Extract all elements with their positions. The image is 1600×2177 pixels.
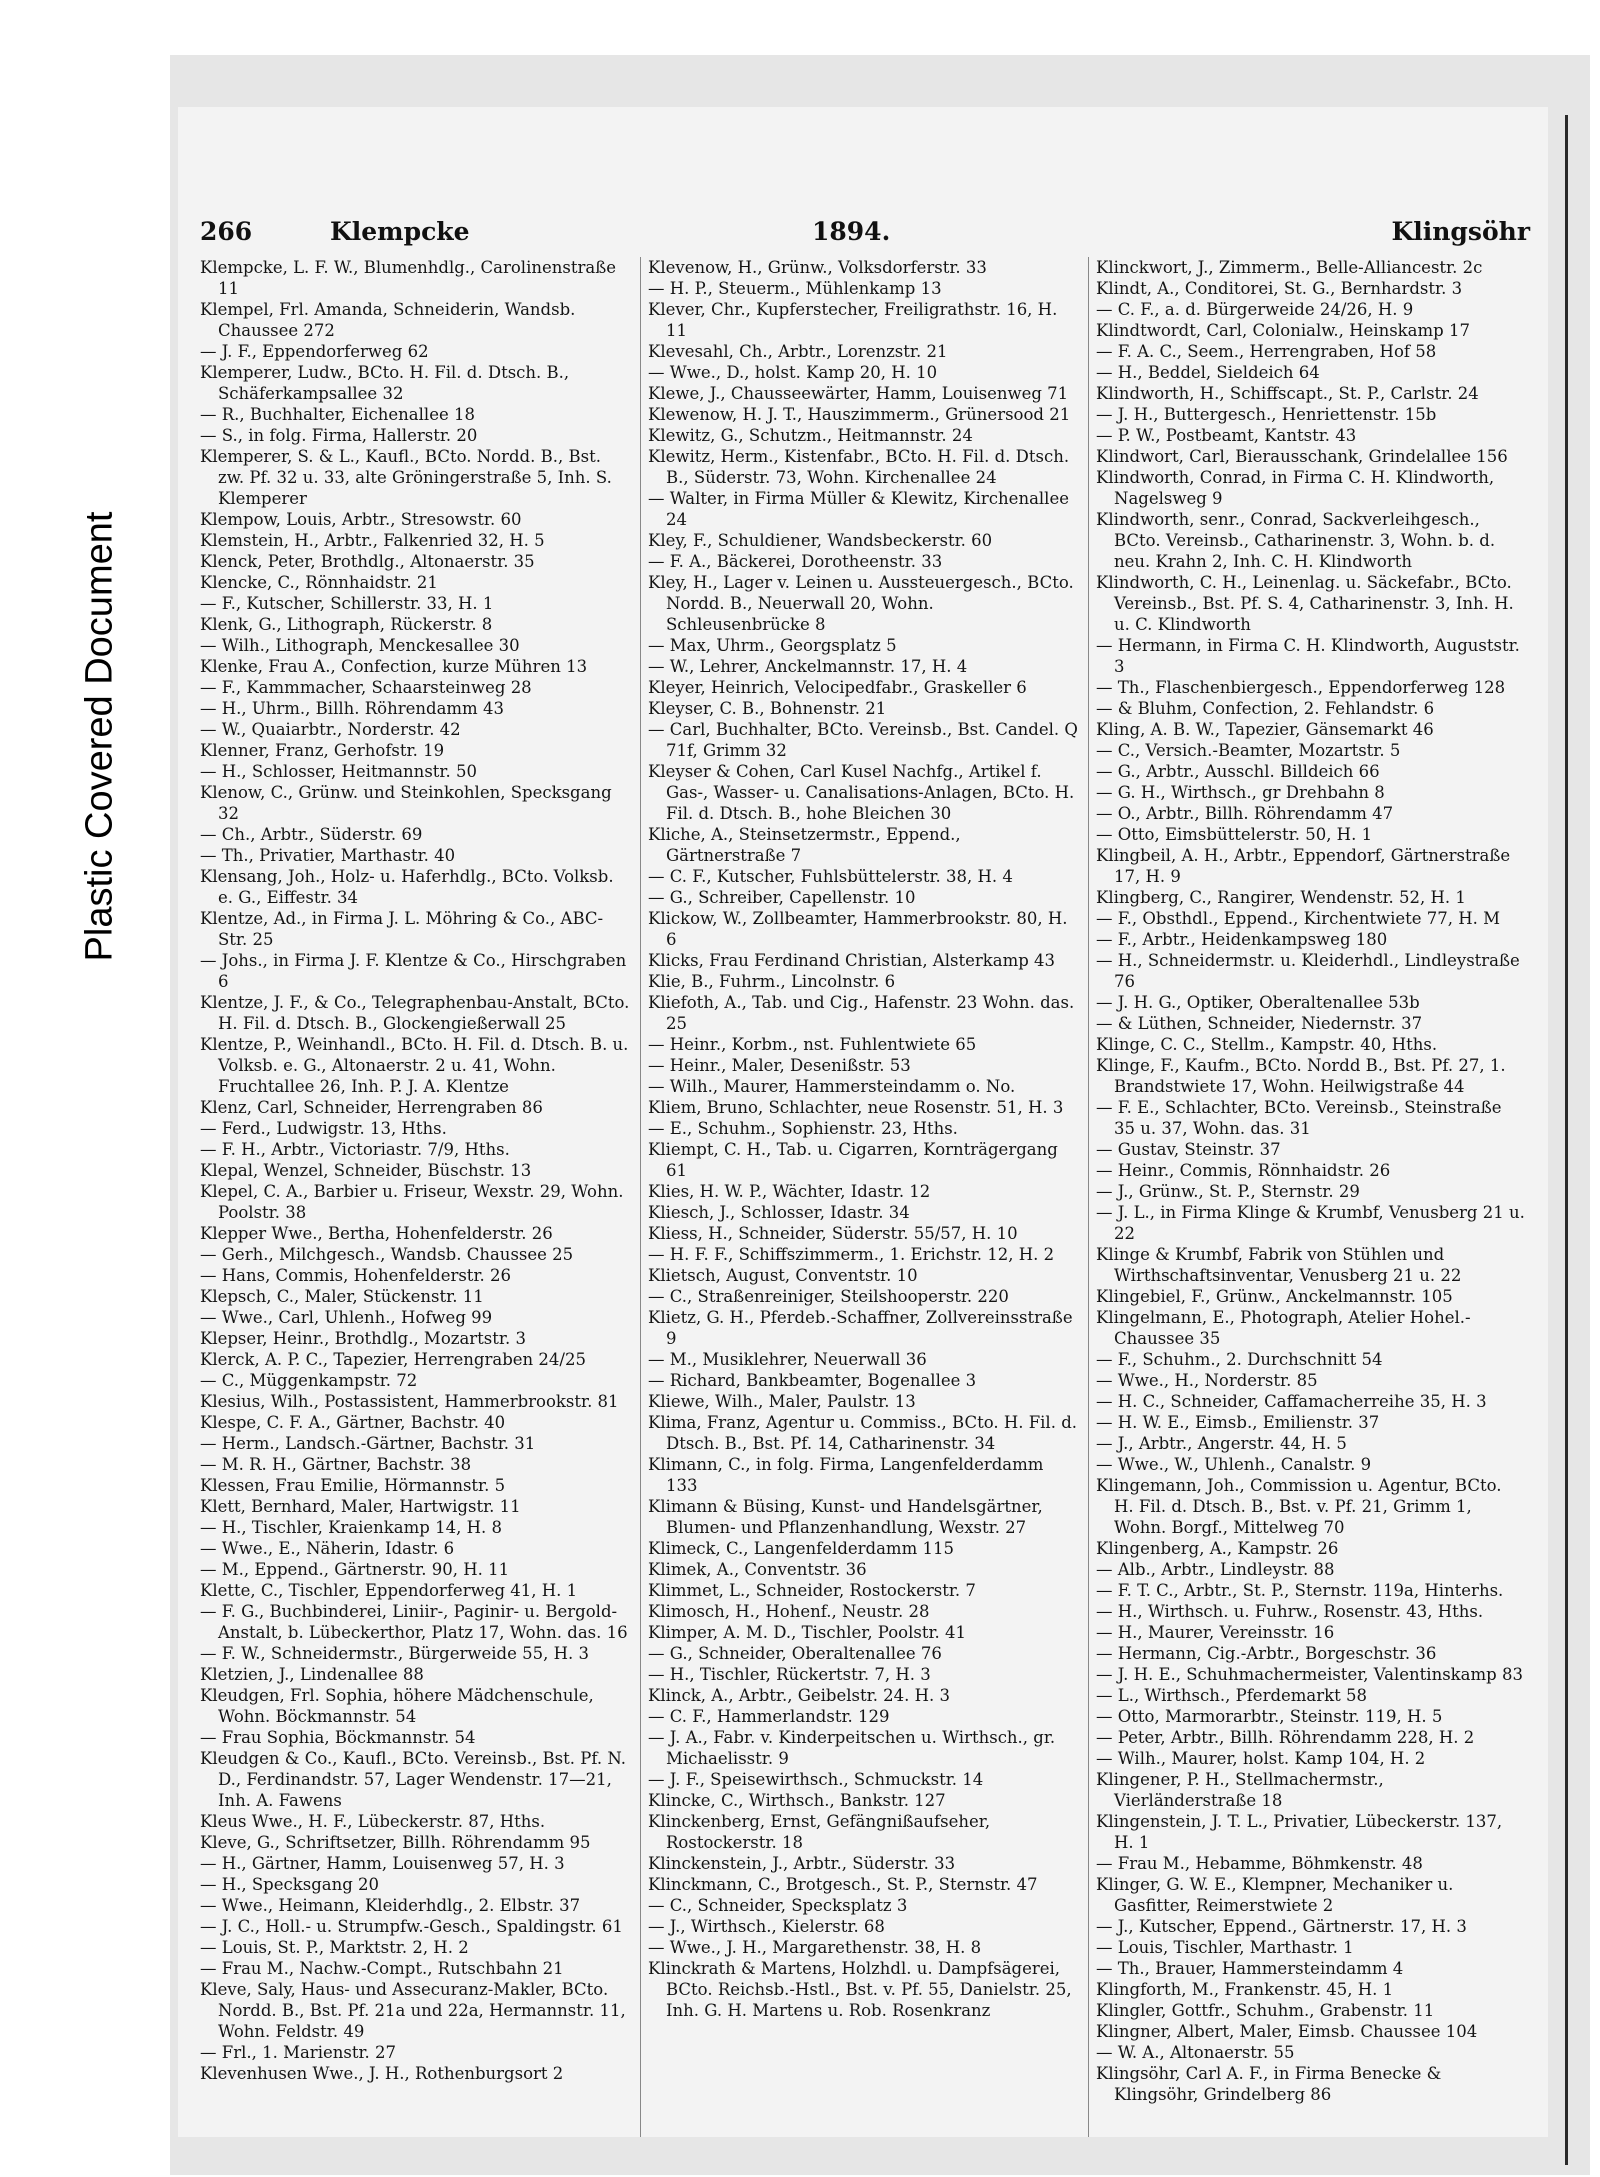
directory-entry: — G., Arbtr., Ausschl. Billdeich 66 — [1096, 762, 1380, 781]
directory-entry: — C. F., a. d. Bürgerweide 24/26, H. 9 — [1096, 300, 1414, 319]
directory-entry: — Frl., 1. Marienstr. 27 — [200, 2043, 397, 2062]
directory-entry: Klepel, C. A., Barbier u. Friseur, Wexstr. 29, Wohn. Poolstr. 38 — [200, 1182, 624, 1222]
directory-entry: — S., in folg. Firma, Hallerstr. 20 — [200, 426, 478, 445]
directory-entry: Klindtwordt, Carl, Colonialw., Heinskamp 17 — [1096, 321, 1470, 340]
directory-entry: Klesius, Wilh., Postassistent, Hammerbrookstr. 81 — [200, 1392, 619, 1411]
directory-entry: Klinckwort, J., Zimmerm., Belle-Alliancestr. 2c — [1096, 258, 1483, 277]
directory-entry: Kliche, A., Steinsetzermstr., Eppend., Gärtnerstraße 7 — [648, 825, 961, 865]
directory-entry: Klinger, G. W. E., Klempner, Mechaniker u. Gasfitter, Reimerstwiete 2 — [1096, 1875, 1454, 1915]
directory-entry: — H., Schneidermstr. u. Kleiderhdl., Lindleystraße 76 — [1096, 951, 1520, 991]
directory-entry: — Frau M., Hebamme, Böhmkenstr. 48 — [1096, 1854, 1423, 1873]
directory-entry: Klespe, C. F. A., Gärtner, Bachstr. 40 — [200, 1413, 506, 1432]
directory-entry: Klenck, Peter, Brothdlg., Altonaerstr. 35 — [200, 552, 535, 571]
directory-entry: — J. F., Speisewirthsch., Schmuckstr. 14 — [648, 1770, 984, 1789]
directory-entry: — F., Schuhm., 2. Durchschnitt 54 — [1096, 1350, 1383, 1369]
directory-entry: — Carl, Buchhalter, BCto. Vereinsb., Bst. Candel. Q 71f, Grimm 32 — [648, 720, 1078, 760]
directory-entry: Klencke, C., Rönnhaidstr. 21 — [200, 573, 438, 592]
directory-entry: Klette, C., Tischler, Eppendorferweg 41, H. 1 — [200, 1581, 578, 1600]
directory-entry: — J. H. E., Schuhmachermeister, Valentinskamp 83 — [1096, 1665, 1523, 1684]
directory-entry: — Ch., Arbtr., Süderstr. 69 — [200, 825, 423, 844]
directory-entry: Klempcke, L. F. W., Blumenhdlg., Carolinenstraße 11 — [200, 258, 616, 298]
directory-entry: Klindworth, C. H., Leinenlag. u. Säckefabr., BCto. Vereinsb., Bst. Pf. S. 4, Catharinenstr. 3, Inh. H. u. C. Klindworth — [1096, 573, 1514, 634]
directory-entry: — C., Schneider, Specksplatz 3 — [648, 1896, 908, 1915]
directory-entry: — & Bluhm, Confection, 2. Fehlandstr. 6 — [1096, 699, 1435, 718]
directory-entry: — Frau M., Nachw.-Compt., Rutschbahn 21 — [200, 1959, 564, 1978]
directory-entry: — J. C., Holl.- u. Strumpfw.-Gesch., Spaldingstr. 61 — [200, 1917, 623, 1936]
directory-entry: — H. W. E., Eimsb., Emilienstr. 37 — [1096, 1413, 1380, 1432]
directory-entry: Klindworth, senr., Conrad, Sackverleihgesch., BCto. Vereinsb., Catharinenstr. 3, Wohn. b. d. neu. Krahn 2, Inh. C. H. Klindworth — [1096, 510, 1496, 571]
directory-entry: — Frau Sophia, Böckmannstr. 54 — [200, 1728, 476, 1747]
directory-entry: — R., Buchhalter, Eichenallee 18 — [200, 405, 475, 424]
directory-entry: — H., Beddel, Sieldeich 64 — [1096, 363, 1320, 382]
directory-entry: — F. A., Bäckerei, Dorotheenstr. 33 — [648, 552, 943, 571]
column-divider — [1088, 257, 1089, 2137]
directory-entry: — Th., Flaschenbiergesch., Eppendorferweg 128 — [1096, 678, 1506, 697]
directory-entry: Kleudgen, Frl. Sophia, höhere Mädchenschule, Wohn. Böckmannstr. 54 — [200, 1686, 594, 1726]
directory-entry: — Heinr., Commis, Rönnhaidstr. 26 — [1096, 1161, 1391, 1180]
directory-entry: — F. H., Arbtr., Victoriastr. 7/9, Hths. — [200, 1140, 510, 1159]
directory-entry: — Walter, in Firma Müller & Klewitz, Kirchenallee 24 — [648, 489, 1069, 529]
directory-entry: Klinge, F., Kaufm., BCto. Nordd B., Bst. Pf. 27, 1. Brandstwiete 17, Wohn. Heilwigstraße 44 — [1096, 1056, 1506, 1096]
left-running-head: Klempcke — [330, 217, 470, 246]
directory-entry: — Gustav, Steinstr. 37 — [1096, 1140, 1281, 1159]
directory-entry: — O., Arbtr., Billh. Röhrendamm 47 — [1096, 804, 1394, 823]
directory-entry: — F., Obsthdl., Eppend., Kirchentwiete 77, H. M — [1096, 909, 1501, 928]
directory-entry: Klimann, C., in folg. Firma, Langenfelderdamm 133 — [648, 1455, 1044, 1495]
directory-entry: — Gerh., Milchgesch., Wandsb. Chaussee 25 — [200, 1245, 574, 1264]
directory-entry: Klenner, Franz, Gerhofstr. 19 — [200, 741, 445, 760]
plastic-covered-label: Plastic Covered Document — [78, 511, 121, 962]
column-divider — [640, 257, 641, 2137]
column-2 — [648, 257, 1078, 2137]
directory-entry: Klimosch, H., Hohenf., Neustr. 28 — [648, 1602, 930, 1621]
directory-entry: — Otto, Marmorarbtr., Steinstr. 119, H. 5 — [1096, 1707, 1443, 1726]
directory-entry: — H., Tischler, Kraienkamp 14, H. 8 — [200, 1518, 502, 1537]
directory-entry: Klingbeil, A. H., Arbtr., Eppendorf, Gärtnerstraße 17, H. 9 — [1096, 846, 1511, 886]
directory-entry: Klindworth, Conrad, in Firma C. H. Klindworth, Nagelsweg 9 — [1096, 468, 1495, 508]
directory-entry: — F., Kutscher, Schillerstr. 33, H. 1 — [200, 594, 494, 613]
binding-edge — [1565, 115, 1568, 2165]
directory-entry: — Richard, Bankbeamter, Bogenallee 3 — [648, 1371, 977, 1390]
directory-entry: — G., Schneider, Oberaltenallee 76 — [648, 1644, 942, 1663]
directory-entry: Kley, F., Schuldiener, Wandsbeckerstr. 60 — [648, 531, 993, 550]
column-1 — [200, 257, 630, 2137]
directory-entry: Klicks, Frau Ferdinand Christian, Alsterkamp 43 — [648, 951, 1056, 970]
directory-entry: — J., Arbtr., Angerstr. 44, H. 5 — [1096, 1434, 1347, 1453]
directory-entry: — J. F., Eppendorferweg 62 — [200, 342, 429, 361]
directory-entry: — F., Kammmacher, Schaarsteinweg 28 — [200, 678, 532, 697]
directory-entry: Klima, Franz, Agentur u. Commiss., BCto. H. Fil. d. Dtsch. B., Bst. Pf. 14, Catharinenstr. 34 — [648, 1413, 1078, 1453]
directory-entry: Klemperer, S. & L., Kaufl., BCto. Nordd. B., Bst. zw. Pf. 32 u. 33, alte Gröningerstraße 5, Inh. S. Klemperer — [200, 447, 612, 508]
directory-entry: Kletzien, J., Lindenallee 88 — [200, 1665, 424, 1684]
directory-entry: Kliem, Bruno, Schlachter, neue Rosenstr. 51, H. 3 — [648, 1098, 1064, 1117]
directory-entry: — Wilh., Maurer, Hammersteindamm o. No. — [648, 1077, 1016, 1096]
directory-entry: — & Lüthen, Schneider, Niedernstr. 37 — [1096, 1014, 1423, 1033]
directory-entry: Klensang, Joh., Holz- u. Haferhdlg., BCto. Volksb. e. G., Eiffestr. 34 — [200, 867, 614, 907]
directory-entry: — Max, Uhrm., Georgsplatz 5 — [648, 636, 897, 655]
directory-entry: Kliess, H., Schneider, Süderstr. 55/57, H. 10 — [648, 1224, 1018, 1243]
directory-entry: — Th., Brauer, Hammersteindamm 4 — [1096, 1959, 1404, 1978]
right-running-head: Klingsöhr — [1391, 217, 1530, 246]
directory-entry: — Wilh., Lithograph, Menckesallee 30 — [200, 636, 520, 655]
directory-entry: — H. F. F., Schiffszimmerm., 1. Erichstr. 12, H. 2 — [648, 1245, 1055, 1264]
directory-entry: Klessen, Frau Emilie, Hörmannstr. 5 — [200, 1476, 506, 1495]
directory-entry: — Hans, Commis, Hohenfelderstr. 26 — [200, 1266, 512, 1285]
directory-entry: — Heinr., Korbm., nst. Fuhlentwiete 65 — [648, 1035, 977, 1054]
directory-entry: — Louis, Tischler, Marthastr. 1 — [1096, 1938, 1354, 1957]
directory-entry: — Wwe., W., Uhlenh., Canalstr. 9 — [1096, 1455, 1372, 1474]
directory-entry: Klepsch, C., Maler, Stückenstr. 11 — [200, 1287, 484, 1306]
directory-entry: Klempow, Louis, Arbtr., Stresowstr. 60 — [200, 510, 522, 529]
directory-entry: Klempel, Frl. Amanda, Schneiderin, Wandsb. Chaussee 272 — [200, 300, 576, 340]
directory-entry: Klinck, A., Arbtr., Geibelstr. 24. H. 3 — [648, 1686, 951, 1705]
directory-entry: Kleve, G., Schriftsetzer, Billh. Röhrendamm 95 — [200, 1833, 591, 1852]
directory-entry: — F. A. C., Seem., Herrengraben, Hof 58 — [1096, 342, 1437, 361]
directory-entry: Kleyser & Cohen, Carl Kusel Nachfg., Artikel f. Gas-, Wasser- u. Canalisations-Anlagen, BCto. H. Fil. d. Dtsch. B., hohe Bleichen 30 — [648, 762, 1075, 823]
directory-entry: — Wilh., Maurer, holst. Kamp 104, H. 2 — [1096, 1749, 1426, 1768]
directory-entry: Klickow, W., Zollbeamter, Hammerbrookstr. 80, H. 6 — [648, 909, 1068, 949]
directory-entry: Klies, H. W. P., Wächter, Idastr. 12 — [648, 1182, 931, 1201]
directory-entry: Klerck, A. P. C., Tapezier, Herrengraben 24/25 — [200, 1350, 586, 1369]
directory-entry: Klingemann, Joh., Commission u. Agentur, BCto. H. Fil. d. Dtsch. B., Bst. v. Pf. 21, Grimm 1, Wohn. Borgf., Mittelweg 70 — [1096, 1476, 1502, 1537]
directory-entry: — C. F., Kutscher, Fuhlsbüttelerstr. 38, H. 4 — [648, 867, 1013, 886]
directory-entry: Klingberg, C., Rangirer, Wendenstr. 52, H. 1 — [1096, 888, 1466, 907]
directory-entry: Klett, Bernhard, Maler, Hartwigstr. 11 — [200, 1497, 521, 1516]
directory-entry: — H., Tischler, Rückertstr. 7, H. 3 — [648, 1665, 931, 1684]
directory-entry: — Johs., in Firma J. F. Klentze & Co., Hirschgraben 6 — [200, 951, 627, 991]
page-header — [200, 217, 1530, 253]
directory-entry: — W., Lehrer, Anckelmannstr. 17, H. 4 — [648, 657, 968, 676]
directory-entry: — Th., Privatier, Marthastr. 40 — [200, 846, 456, 865]
directory-entry: — H., Uhrm., Billh. Röhrendamm 43 — [200, 699, 504, 718]
directory-entry: Klimeck, C., Langenfelderdamm 115 — [648, 1539, 954, 1558]
directory-entry: — J., Wirthsch., Kielerstr. 68 — [648, 1917, 885, 1936]
directory-entry: — J., Kutscher, Eppend., Gärtnerstr. 17, H. 3 — [1096, 1917, 1467, 1936]
directory-entry: Klewitz, G., Schutzm., Heitmannstr. 24 — [648, 426, 973, 445]
directory-entry: — Heinr., Maler, Desenißstr. 53 — [648, 1056, 911, 1075]
directory-entry: — H., Maurer, Vereinsstr. 16 — [1096, 1623, 1335, 1642]
directory-entry: — M. R. H., Gärtner, Bachstr. 38 — [200, 1455, 472, 1474]
directory-entry: — H., Gärtner, Hamm, Louisenweg 57, H. 3 — [200, 1854, 565, 1873]
directory-entry: Kleus Wwe., H. F., Lübeckerstr. 87, Hths. — [200, 1812, 546, 1831]
column-3 — [1096, 257, 1526, 2137]
directory-entry: Klingelmann, E., Photograph, Atelier Hohel.-Chaussee 35 — [1096, 1308, 1471, 1348]
directory-entry: Klingenberg, A., Kampstr. 26 — [1096, 1539, 1339, 1558]
directory-entry: Klevenow, H., Grünw., Volksdorferstr. 33 — [648, 258, 987, 277]
directory-entry: — J. L., in Firma Klinge & Krumbf, Venusberg 21 u. 22 — [1096, 1203, 1525, 1243]
directory-entry: — W., Quaiarbtr., Norderstr. 42 — [200, 720, 461, 739]
directory-entry: — C., Versich.-Beamter, Mozartstr. 5 — [1096, 741, 1401, 760]
directory-entry: Klingler, Gottfr., Schuhm., Grabenstr. 11 — [1096, 2001, 1435, 2020]
directory-entry: — H. P., Steuerm., Mühlenkamp 13 — [648, 279, 942, 298]
directory-entry: — J. H., Buttergesch., Henriettenstr. 15b — [1096, 405, 1437, 424]
directory-entry: Klindt, A., Conditorei, St. G., Bernhardstr. 3 — [1096, 279, 1463, 298]
directory-entry: — J., Grünw., St. P., Sternstr. 29 — [1096, 1182, 1360, 1201]
directory-entry: — Wwe., Heimann, Kleiderhdlg., 2. Elbstr. 37 — [200, 1896, 581, 1915]
directory-entry: Klever, Chr., Kupferstecher, Freiligrathstr. 16, H. 11 — [648, 300, 1058, 340]
directory-entry: — P. W., Postbeamt, Kantstr. 43 — [1096, 426, 1357, 445]
directory-entry: — G. H., Wirthsch., gr Drehbahn 8 — [1096, 783, 1385, 802]
directory-entry: — F. W., Schneidermstr., Bürgerweide 55, H. 3 — [200, 1644, 589, 1663]
directory-entry: Klewitz, Herm., Kistenfabr., BCto. H. Fil. d. Dtsch. B., Süderstr. 73, Wohn. Kirchenallee 24 — [648, 447, 1070, 487]
directory-entry: Kleudgen & Co., Kaufl., BCto. Vereinsb., Bst. Pf. N. D., Ferdinandstr. 57, Lager Wendenstr. 17—21, Inh. A. Fawens — [200, 1749, 626, 1810]
directory-entry: Klewe, J., Chausseewärter, Hamm, Louisenweg 71 — [648, 384, 1069, 403]
directory-entry: Klevenhusen Wwe., J. H., Rothenburgsort 2 — [200, 2064, 564, 2083]
directory-entry: — C. F., Hammerlandstr. 129 — [648, 1707, 890, 1726]
directory-entry: — M., Musiklehrer, Neuerwall 36 — [648, 1350, 927, 1369]
directory-entry: Klimek, A., Conventstr. 36 — [648, 1560, 867, 1579]
directory-entry: — H., Wirthsch. u. Fuhrw., Rosenstr. 43, Hths. — [1096, 1602, 1484, 1621]
directory-entry: — Peter, Arbtr., Billh. Röhrendamm 228, H. 2 — [1096, 1728, 1475, 1747]
directory-entry: Klimann & Büsing, Kunst- und Handelsgärtner, Blumen- und Pflanzenhandlung, Wexstr. 27 — [648, 1497, 1043, 1537]
directory-entry: Kley, H., Lager v. Leinen u. Aussteuergesch., BCto. Nordd. B., Neuerwall 20, Wohn. Schleusenbrücke 8 — [648, 573, 1074, 634]
directory-entry: — Hermann, in Firma C. H. Klindworth, Auguststr. 3 — [1096, 636, 1520, 676]
directory-entry: Klepper Wwe., Bertha, Hohenfelderstr. 26 — [200, 1224, 553, 1243]
directory-entry: Klentze, Ad., in Firma J. L. Möhring & Co., ABC-Str. 25 — [200, 909, 604, 949]
directory-entry: Kling, A. B. W., Tapezier, Gänsemarkt 46 — [1096, 720, 1434, 739]
directory-entry: Klietz, G. H., Pferdeb.-Schaffner, Zollvereinsstraße 9 — [648, 1308, 1073, 1348]
directory-entry: Klentze, J. F., & Co., Telegraphenbau-Anstalt, BCto. H. Fil. d. Dtsch. B., Glockengießerwall 25 — [200, 993, 630, 1033]
directory-entry: — Otto, Eimsbüttelerstr. 50, H. 1 — [1096, 825, 1373, 844]
directory-entry: Klincke, C., Wirthsch., Bankstr. 127 — [648, 1791, 946, 1810]
directory-entry: — E., Schuhm., Sophienstr. 23, Hths. — [648, 1119, 958, 1138]
directory-entry: — W. A., Altonaerstr. 55 — [1096, 2043, 1295, 2062]
directory-entry: — G., Schreiber, Capellenstr. 10 — [648, 888, 916, 907]
directory-entry: Klingforth, M., Frankenstr. 45, H. 1 — [1096, 1980, 1394, 1999]
directory-entry: — F., Arbtr., Heidenkampsweg 180 — [1096, 930, 1388, 949]
directory-entry: Klimmet, L., Schneider, Rostockerstr. 7 — [648, 1581, 976, 1600]
directory-entry: Klepser, Heinr., Brothdlg., Mozartstr. 3 — [200, 1329, 526, 1348]
directory-entry: — Louis, St. P., Marktstr. 2, H. 2 — [200, 1938, 469, 1957]
directory-entry: — Wwe., E., Näherin, Idastr. 6 — [200, 1539, 455, 1558]
directory-entry: — C., Müggenkampstr. 72 — [200, 1371, 418, 1390]
directory-entry: — L., Wirthsch., Pferdemarkt 58 — [1096, 1686, 1368, 1705]
directory-entry: Klingebiel, F., Grünw., Anckelmannstr. 105 — [1096, 1287, 1453, 1306]
directory-entry: Klenow, C., Grünw. und Steinkohlen, Specksgang 32 — [200, 783, 612, 823]
directory-entry: Kleve, Saly, Haus- und Assecuranz-Makler, BCto. Nordd. B., Bst. Pf. 21a und 22a, Hermannstr. 11, Wohn. Feldstr. 49 — [200, 1980, 626, 2041]
directory-entry: Klinckenstein, J., Arbtr., Süderstr. 33 — [648, 1854, 956, 1873]
directory-entry: Klenke, Frau A., Confection, kurze Mühren 13 — [200, 657, 588, 676]
directory-entry: Klevesahl, Ch., Arbtr., Lorenzstr. 21 — [648, 342, 948, 361]
page-number: 266 — [200, 217, 253, 246]
directory-entry: — Wwe., Carl, Uhlenh., Hofweg 99 — [200, 1308, 493, 1327]
directory-entry: Klindworth, H., Schiffscapt., St. P., Carlstr. 24 — [1096, 384, 1479, 403]
directory-entry: — C., Straßenreiniger, Steilshooperstr. 220 — [648, 1287, 1009, 1306]
directory-entry: — J. A., Fabr. v. Kinderpeitschen u. Wirthsch., gr. Michaelisstr. 9 — [648, 1728, 1056, 1768]
directory-entry: Kliempt, C. H., Tab. u. Cigarren, Kornträgergang 61 — [648, 1140, 1058, 1180]
year-heading: 1894. — [812, 217, 891, 246]
document-label-sidebar — [0, 0, 170, 2177]
directory-entry: — Wwe., H., Norderstr. 85 — [1096, 1371, 1318, 1390]
directory-entry: — Alb., Arbtr., Lindleystr. 88 — [1096, 1560, 1335, 1579]
directory-entry: Kleyer, Heinrich, Velocipedfabr., Graskeller 6 — [648, 678, 1027, 697]
directory-entry: Klewenow, H. J. T., Hauszimmerm., Grünersood 21 — [648, 405, 1071, 424]
directory-entry: — F. E., Schlachter, BCto. Vereinsb., Steinstraße 35 u. 37, Wohn. das. 31 — [1096, 1098, 1502, 1138]
directory-entry: — H., Schlosser, Heitmannstr. 50 — [200, 762, 477, 781]
directory-entry: Klepal, Wenzel, Schneider, Büschstr. 13 — [200, 1161, 532, 1180]
directory-entry: — F. G., Buchbinderei, Liniir-, Paginir- u. Bergold-Anstalt, b. Lübeckerthor, Platz 17, Wohn. das. 16 — [200, 1602, 628, 1642]
directory-entry: Kleyser, C. B., Bohnenstr. 21 — [648, 699, 887, 718]
directory-entry: — M., Eppend., Gärtnerstr. 90, H. 11 — [200, 1560, 510, 1579]
directory-entry: Klingsöhr, Carl A. F., in Firma Benecke & Klingsöhr, Grindelberg 86 — [1096, 2064, 1442, 2104]
directory-entry: Klinckenberg, Ernst, Gefängnißaufseher, Rostockerstr. 18 — [648, 1812, 991, 1852]
directory-entry: Kliefoth, A., Tab. und Cig., Hafenstr. 23 Wohn. das. 25 — [648, 993, 1075, 1033]
directory-entry: Kliewe, Wilh., Maler, Paulstr. 13 — [648, 1392, 916, 1411]
directory-entry: — Wwe., J. H., Margarethenstr. 38, H. 8 — [648, 1938, 982, 1957]
directory-entry: Klie, B., Fuhrm., Lincolnstr. 6 — [648, 972, 896, 991]
directory-entry: Kliesch, J., Schlosser, Idastr. 34 — [648, 1203, 910, 1222]
directory-entry: Klindwort, Carl, Bierausschank, Grindelallee 156 — [1096, 447, 1508, 466]
directory-page — [178, 107, 1548, 2137]
directory-entry: Klentze, P., Weinhandl., BCto. H. Fil. d. Dtsch. B. u. Volksb. e. G., Altonaerstr. 2 u. 41, Wohn. Fruchtallee 26, Inh. P. J. A. Klentze — [200, 1035, 629, 1096]
directory-entry: — J. H. G., Optiker, Oberaltenallee 53b — [1096, 993, 1420, 1012]
directory-entry: — F. T. C., Arbtr., St. P., Sternstr. 119a, Hinterhs. — [1096, 1581, 1504, 1600]
directory-entry: Klenk, G., Lithograph, Rückerstr. 8 — [200, 615, 493, 634]
directory-entry: Klingenstein, J. T. L., Privatier, Lübeckerstr. 137, H. 1 — [1096, 1812, 1503, 1852]
directory-entry: — Hermann, Cig.-Arbtr., Borgeschstr. 36 — [1096, 1644, 1437, 1663]
directory-entry: Klemstein, H., Arbtr., Falkenried 32, H. 5 — [200, 531, 545, 550]
directory-entry: Klinge & Krumbf, Fabrik von Stühlen und Wirthschaftsinventar, Venusberg 21 u. 22 — [1096, 1245, 1462, 1285]
directory-entry: Klietsch, August, Conventstr. 10 — [648, 1266, 918, 1285]
directory-columns — [200, 257, 1530, 2137]
directory-entry: — H., Specksgang 20 — [200, 1875, 380, 1894]
directory-entry: Klingner, Albert, Maler, Eimsb. Chaussee 104 — [1096, 2022, 1478, 2041]
directory-entry: Klimper, A. M. D., Tischler, Poolstr. 41 — [648, 1623, 967, 1642]
scanned-page — [170, 55, 1590, 2175]
directory-entry: — Wwe., D., holst. Kamp 20, H. 10 — [648, 363, 938, 382]
directory-entry: Klinckrath & Martens, Holzhdl. u. Dampfsägerei, BCto. Reichsb.-Hstl., Bst. v. Pf. 55, Danielstr. 25, Inh. G. H. Martens u. Rob. Rosenkranz — [648, 1959, 1072, 2020]
directory-entry: Klemperer, Ludw., BCto. H. Fil. d. Dtsch. B., Schäferkampsallee 32 — [200, 363, 570, 403]
directory-entry: — Herm., Landsch.-Gärtner, Bachstr. 31 — [200, 1434, 536, 1453]
directory-entry: Klenz, Carl, Schneider, Herrengraben 86 — [200, 1098, 543, 1117]
directory-entry: Klinge, C. C., Stellm., Kampstr. 40, Hths. — [1096, 1035, 1438, 1054]
directory-entry: — Ferd., Ludwigstr. 13, Hths. — [200, 1119, 447, 1138]
directory-entry: — H. C., Schneider, Caffamacherreihe 35, H. 3 — [1096, 1392, 1487, 1411]
directory-entry: Klingener, P. H., Stellmachermstr., Vierländerstraße 18 — [1096, 1770, 1384, 1810]
directory-entry: Klinckmann, C., Brotgesch., St. P., Sternstr. 47 — [648, 1875, 1038, 1894]
